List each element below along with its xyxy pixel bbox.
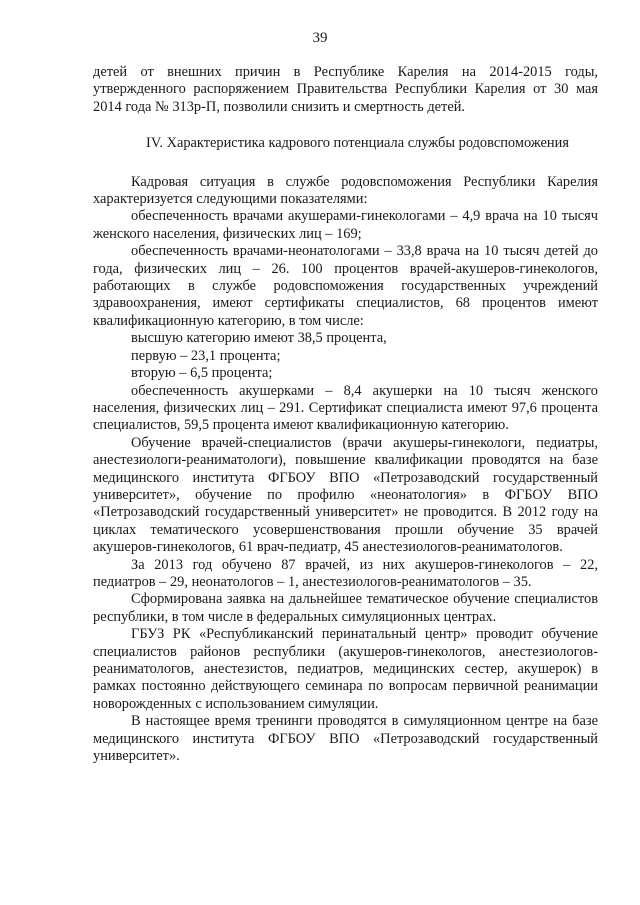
paragraph-2013-training: За 2013 год обучено 87 врачей, из них акушеров-гинекологов – 22, педиатров – 29, неонатологов – 1, анестезиологов-реаниматологов – 35. [93,556,598,590]
paragraph-simulation-center: В настоящее время тренинги проводятся в симуляционном центре на базе медицинского института ФГБОУ ВПО «Петрозаводский государственный университет». [93,713,598,765]
paragraph-first-category: первую – 23,1 процента; [131,347,281,364]
paragraph-highest-category: высшую категорию имеют 38,5 процента, [131,330,387,347]
paragraph-staffing-intro: Кадровая ситуация в службе родовспоможения Республики Карелия характеризуется следующими показателями: [93,173,598,208]
paragraph-midwife-ratio: обеспеченность акушерками – 8,4 акушерки на 10 тысяч женского населения, физических лиц – 291. Сертификат специалиста имеют 97,6 процента специалистов, 59,5 процента имеют квалификационную категорию. [93,382,598,434]
paragraph-obgyn-ratio: обеспеченность врачами акушерами-гинекологами – 4,9 врача на 10 тысяч женского населения, физических лиц – 169; [93,208,598,242]
paragraph-perinatal-center: ГБУЗ РК «Республиканский перинатальный центр» проводит обучение специалистов районов республики (акушеров-гинекологов, анестезиологов-реаниматологов, анестезистов, педиатров, медицинских сестер, акушерок) в рамках постоянно действующего семинара по вопросам первичной реанимации новорожденных с использованием симуляции. [93,626,598,712]
paragraph-request: Сформирована заявка на дальнейшее тематическое обучение специалистов республики, в том числе в федеральных симуляционных центрах. [93,591,598,625]
paragraph-training: Обучение врачей-специалистов (врачи акушеры-гинекологи, педиатры, анестезиологи-реаниматологи), повышение квалификации проводятся на базе медицинского института ФГБОУ ВПО «Петрозаводский государственный университет», обучение по профилю «неонатология» в ФГБОУ ВПО «Петрозаводский государственный университет» не проводится. В 2012 году на циклах тематического усовершенствования прошли обучение 35 врачей акушеров-гинекологов, 61 врач-педиатр, 45 анестезиологов-реаниматологов. [93,434,598,556]
page-number: 39 [312,30,328,46]
intro-paragraph: детей от внешних причин в Республике Карелия на 2014-2015 годы, утвержденного распоряжением Правительства Республики Карелия от 30 мая 2014 года № 313р-П, позволили снизить и смертность детей. [93,64,598,115]
section-heading: IV. Характеристика кадрового потенциала службы родовспоможения [146,135,569,152]
document-body [93,64,598,765]
paragraph-second-category: вторую – 6,5 процента; [131,365,273,382]
paragraph-neonatologist-ratio: обеспеченность врачами-неонатологами – 33,8 врача на 10 тысяч детей до года, физических лиц – 26. 100 процентов врачей-акушеров-гинекологов, работающих в службе родовспоможения государственных учреждений здравоохранения, имеют сертификаты специалистов, 68 процентов имеют квалификационную категорию, в том числе: [93,243,598,329]
